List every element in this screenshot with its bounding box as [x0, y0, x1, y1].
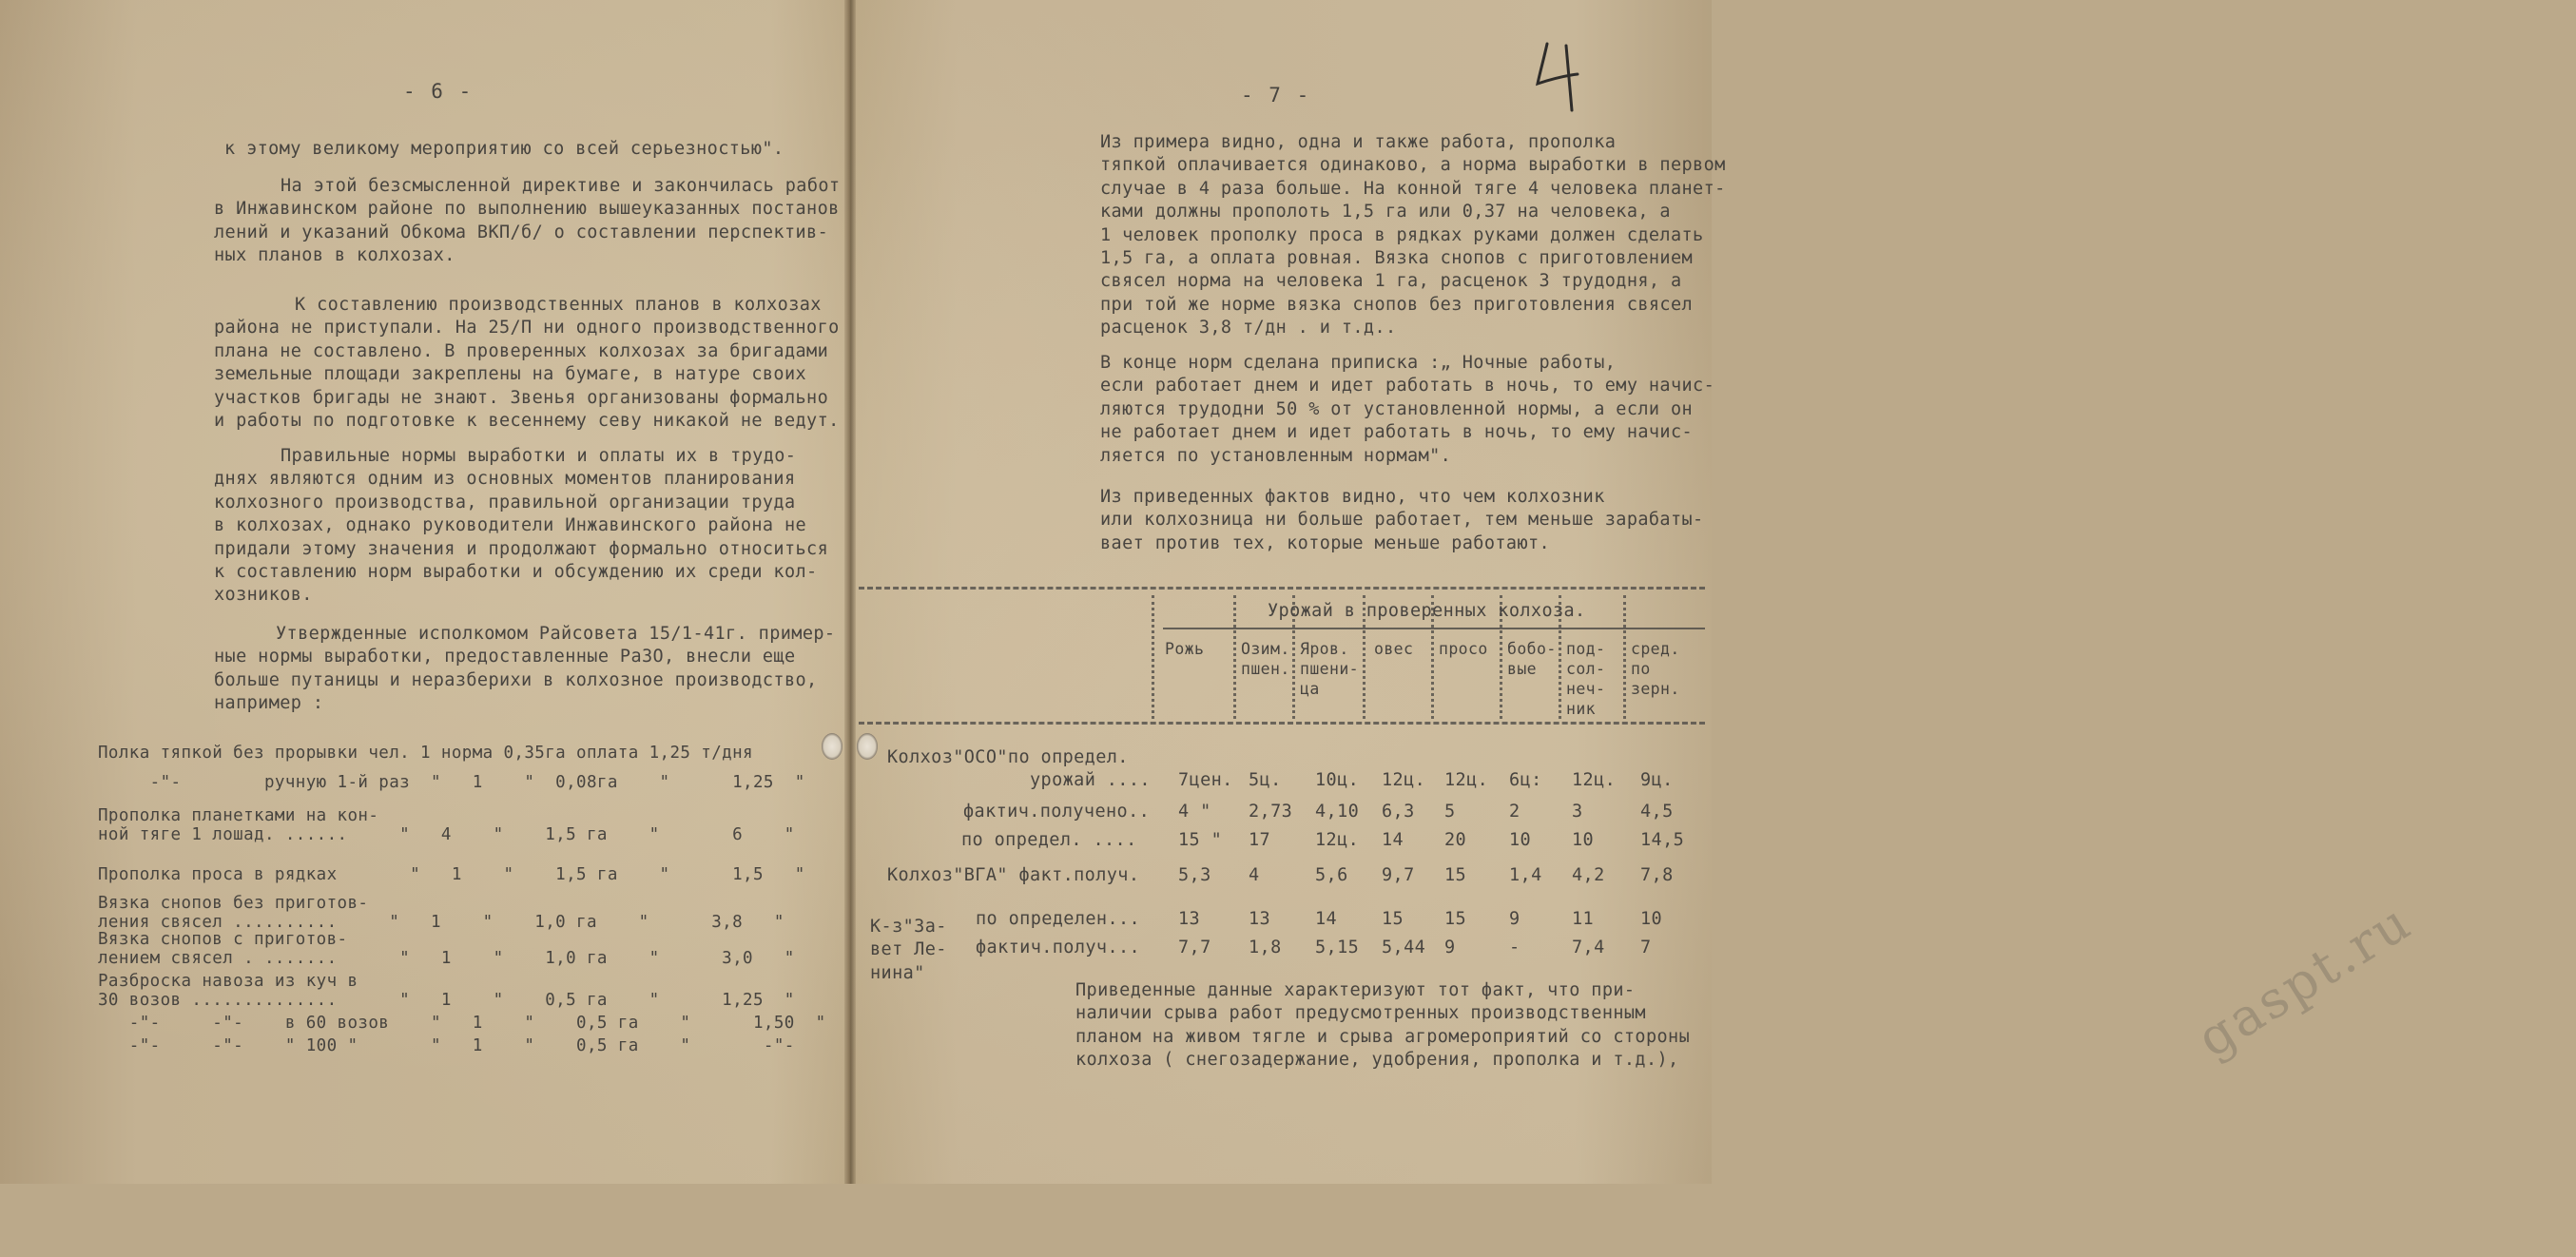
text-line: ками должны прополоть 1,5 га или 0,37 на человека, а	[1100, 202, 1671, 222]
paragraph	[214, 294, 840, 433]
text-line: ных планов в колхозах.	[214, 245, 455, 266]
column-header: сол-	[1566, 660, 1606, 678]
table-cell: 9ц.	[1640, 770, 1674, 790]
norm-row	[98, 773, 805, 792]
table-cell: 9	[1444, 938, 1456, 957]
paragraph	[1075, 979, 1690, 1073]
text-line: ляются трудодни 50 % от установленной нормы, а если он	[1100, 398, 1694, 419]
table-cell: 14	[1382, 830, 1404, 850]
row-label: по определен...	[976, 909, 1141, 929]
row-label: фактич.получ...	[976, 938, 1141, 957]
table-cell: 4,2	[1572, 865, 1605, 885]
column-header: овес	[1374, 640, 1414, 658]
column-header: сред.	[1631, 640, 1680, 658]
text-line: На этой безсмысленной директиве и закончилась работ	[281, 176, 841, 196]
table-cell: 13	[1249, 909, 1271, 929]
column-header: Озим.	[1241, 640, 1290, 658]
text-line: тяпкой оплачивается одинаково, а норма выработки в первом	[1100, 155, 1726, 176]
table-cell: 12ц.	[1444, 770, 1489, 790]
column-divider	[1233, 595, 1236, 719]
table-cell: 15	[1444, 909, 1467, 929]
table-cell: 5,15	[1315, 938, 1360, 957]
column-divider	[1623, 595, 1626, 719]
text-line: 1 человек прополку проса в рядках руками должен сделать	[1100, 224, 1704, 245]
text-line: к этому великому мероприятию со всей серьезностью".	[224, 139, 784, 159]
column-header: неч-	[1566, 680, 1606, 698]
norm-row	[98, 744, 753, 763]
text-line: например :	[214, 693, 324, 714]
column-header: по	[1631, 660, 1651, 678]
table-cell: 10	[1572, 830, 1595, 850]
paragraph	[214, 175, 841, 268]
table-cell: 5,3	[1178, 865, 1211, 885]
norm-line: Разброска навоза из куч в	[98, 972, 358, 991]
table-cell: 9,7	[1382, 865, 1415, 885]
text-line: или колхозница ни больше работает, тем меньше зарабаты-	[1100, 510, 1704, 531]
text-line: в Инжавинском районе по выполнению вышеуказанных постанов	[214, 199, 840, 220]
table-cell: 11	[1572, 909, 1595, 929]
table-cell: 1,8	[1249, 938, 1282, 957]
table-cell: 5,44	[1382, 938, 1426, 957]
text-line: ляется по установленным нормам".	[1100, 445, 1452, 466]
table-cell: 9	[1509, 909, 1520, 929]
norm-line: ления свясел .......... " 1 " 1,0 га " 3,8 "	[98, 913, 784, 932]
text-line: Из приведенных фактов видно, что чем колхозник	[1100, 487, 1605, 507]
column-header: пшен.	[1241, 660, 1290, 678]
table-cell: 17	[1249, 830, 1271, 850]
table-cell: 1,4	[1509, 865, 1542, 885]
table-cell: 7,4	[1572, 938, 1605, 957]
norm-row	[98, 894, 784, 932]
table-cell: 4,5	[1640, 802, 1674, 822]
table-cell: 7цен.	[1178, 770, 1233, 790]
column-header: бобо-	[1507, 640, 1557, 658]
column-header: пшени-	[1300, 660, 1360, 678]
norm-line: 30 возов .............. " 1 " 0,5 га " 1,25 "	[98, 991, 795, 1010]
norm-line: -"- ручную 1-й раз " 1 " 0,08га " 1,25 "	[98, 773, 805, 792]
text-line: Утвержденные исполкомом Райсовета 15/1-41г. пример-	[276, 624, 836, 644]
column-divider	[1292, 595, 1295, 719]
column-header: ник	[1566, 700, 1597, 718]
norm-line: Полка тяпкой без прорывки чел. 1 норма 0,35га оплата 1,25 т/дня	[98, 744, 753, 763]
text-line: свясел норма на человека 1 га, расценок 3 трудодня, а	[1100, 271, 1682, 292]
paragraph	[1100, 131, 1726, 340]
paragraph	[224, 138, 784, 161]
table-cell: 12ц.	[1572, 770, 1617, 790]
table-cell: 4,10	[1315, 802, 1360, 822]
text-line: В конце норм сделана приписка :„ Ночные работы,	[1100, 353, 1617, 373]
text-line: к составлению норм выработки и обсуждению их среди кол-	[214, 561, 818, 582]
text-line: ные нормы выработки, предоставленные РаЗО, внесли еще	[214, 647, 796, 667]
table-cell: 13	[1178, 909, 1201, 929]
column-divider	[1559, 595, 1561, 719]
text-line: Из примера видно, одна и также работа, прополка	[1100, 132, 1617, 152]
table-cell: 4	[1249, 865, 1260, 885]
row-label: по определ. ....	[961, 830, 1137, 850]
norm-line: лением свясел . ....... " 1 " 1,0 га " 3,0 "	[98, 949, 795, 968]
left-page	[0, 0, 849, 1184]
table-dashed-rule	[859, 587, 1705, 590]
text-line: не работает днем и идет работать в ночь, то ему начис-	[1100, 422, 1694, 443]
paragraph	[214, 445, 829, 608]
row-group-label	[870, 916, 947, 985]
text-line: и работы по подготовке к весеннему севу никакой не ведут.	[214, 410, 840, 431]
table-cell: 5	[1444, 802, 1456, 822]
table-cell: 7	[1640, 938, 1652, 957]
table-cell: 6ц:	[1509, 770, 1542, 790]
table-cell: 2,73	[1249, 802, 1293, 822]
text-line: К-з"За-	[870, 917, 947, 937]
row-label: урожай ....	[1030, 770, 1151, 790]
column-divider	[1363, 595, 1365, 719]
column-header: Яров.	[1300, 640, 1349, 658]
paragraph	[1100, 352, 1714, 468]
norm-line: -"- -"- в 60 возов " 1 " 0,5 га " 1,50 "	[98, 1014, 826, 1033]
norm-row	[98, 865, 805, 884]
row-label: Колхоз"ВГА" факт.получ.	[887, 865, 1140, 885]
text-line: случае в 4 раза больше. На конной тяге 4 человека планет-	[1100, 178, 1726, 199]
column-header: зерн.	[1631, 680, 1680, 698]
text-line: если работает днем и идет работать в ночь, то ему начис-	[1100, 376, 1715, 396]
norm-line: Прополка проса в рядках " 1 " 1,5 га " 1,5 "	[98, 865, 805, 884]
table-cell: 15	[1444, 865, 1467, 885]
table-cell: 14,5	[1640, 830, 1685, 850]
table-cell: 3	[1572, 802, 1583, 822]
norm-row	[98, 1014, 826, 1033]
column-divider	[1152, 595, 1154, 719]
table-cell: 5ц.	[1249, 770, 1282, 790]
table-title: Урожай в проверенных колхоза.	[1268, 601, 1586, 621]
table-cell: 10	[1640, 909, 1663, 929]
text-line: вет Ле-	[870, 939, 947, 960]
column-header: просо	[1439, 640, 1488, 658]
table-cell: 6,3	[1382, 802, 1415, 822]
text-line: участков бригады не знают. Звенья организованы формально	[214, 387, 829, 408]
text-line: Правильные нормы выработки и оплаты их в трудо-	[281, 446, 797, 466]
table-cell: 12ц.	[1382, 770, 1426, 790]
text-line: колхоза ( снегозадержание, удобрения, прополка и т.д.),	[1075, 1050, 1679, 1071]
table-cell: 10	[1509, 830, 1532, 850]
text-line: района не приступали. На 25/П ни одного производственного	[214, 318, 840, 338]
column-header: под-	[1566, 640, 1606, 658]
table-cell: 2	[1509, 802, 1520, 822]
text-line: днях являются одним из основных моментов планирования	[214, 469, 796, 490]
table-cell: 15	[1382, 909, 1404, 929]
text-line: планом на живом тягле и срыва агромероприятий со стороны	[1075, 1026, 1691, 1047]
column-divider	[1500, 595, 1502, 719]
text-line: плана не составлено. В проверенных колхозах за бригадами	[214, 340, 829, 361]
handwritten-page-mark	[1530, 38, 1587, 114]
handwritten-four	[1530, 38, 1587, 114]
text-line: нина"	[870, 962, 925, 983]
table-cell: 14	[1315, 909, 1338, 929]
text-line: больше путаницы и неразберихи в колхозное производство,	[214, 669, 818, 690]
norm-row	[98, 1036, 795, 1055]
page-number: - 6 -	[403, 80, 474, 103]
page-number: - 7 -	[1241, 84, 1311, 106]
table-cell: 12ц.	[1315, 830, 1360, 850]
column-divider	[1431, 595, 1434, 719]
norm-row	[98, 972, 795, 1010]
paragraph	[1100, 486, 1704, 555]
watermark: gaspt.ru	[2186, 891, 2423, 1070]
norm-line: Вязка снопов с приготов-	[98, 930, 348, 949]
text-line: хозников.	[214, 585, 313, 606]
norm-line: Вязка снопов без приготов-	[98, 894, 369, 913]
row-label: Колхоз"ОСО"по определ.	[887, 747, 1129, 767]
norm-line: -"- -"- " 100 " " 1 " 0,5 га " -"-	[98, 1036, 795, 1055]
table-cell: 10ц.	[1315, 770, 1360, 790]
table-cell: 7,8	[1640, 865, 1674, 885]
paragraph	[214, 623, 836, 716]
table-dashed-rule	[859, 722, 1705, 725]
column-header: Рожь	[1165, 640, 1205, 658]
norm-row	[98, 930, 795, 968]
text-line: наличии срыва работ предусмотренных производственным	[1075, 1003, 1646, 1024]
text-line: вает против тех, которые меньше работают.	[1100, 532, 1551, 553]
right-page	[849, 0, 2423, 1184]
column-header: вые	[1507, 660, 1538, 678]
table-cell: 4 "	[1178, 802, 1211, 822]
norm-line: ной тяге 1 лошад. ...... " 4 " 1,5 га " 6 "	[98, 825, 795, 844]
row-label: фактич.получено..	[963, 802, 1151, 822]
text-line: при той же норме вязка снопов без приготовления свясел	[1100, 294, 1694, 315]
text-line: К составлению производственных планов в колхозах	[295, 295, 822, 315]
text-line: в колхозах, однако руководители Инжавинского района не	[214, 515, 807, 536]
table-cell: 15 "	[1178, 830, 1223, 850]
text-line: Приведенные данные характеризуют тот факт, что при-	[1075, 980, 1636, 1000]
text-line: 1,5 га, а оплата ровная. Вязка снопов с приготовлением	[1100, 247, 1694, 268]
table-cell: -	[1509, 938, 1520, 957]
column-header: ца	[1300, 680, 1320, 698]
text-line: придали этому значения и продолжают формально относиться	[214, 538, 829, 559]
table-cell: 20	[1444, 830, 1467, 850]
norm-row	[98, 806, 795, 844]
text-line: колхозного производства, правильной организации труда	[214, 492, 796, 512]
text-line: земельные площади закреплены на бумаге, в натуре своих	[214, 364, 807, 385]
norm-line: Прополка планетками на кон-	[98, 806, 379, 825]
table-cell: 5,6	[1315, 865, 1348, 885]
table-cell: 7,7	[1178, 938, 1211, 957]
text-line: расценок 3,8 т/дн . и т.д..	[1100, 318, 1397, 338]
text-line: лений и указаний Обкома ВКП/б/ о составлении перспектив-	[214, 222, 829, 242]
